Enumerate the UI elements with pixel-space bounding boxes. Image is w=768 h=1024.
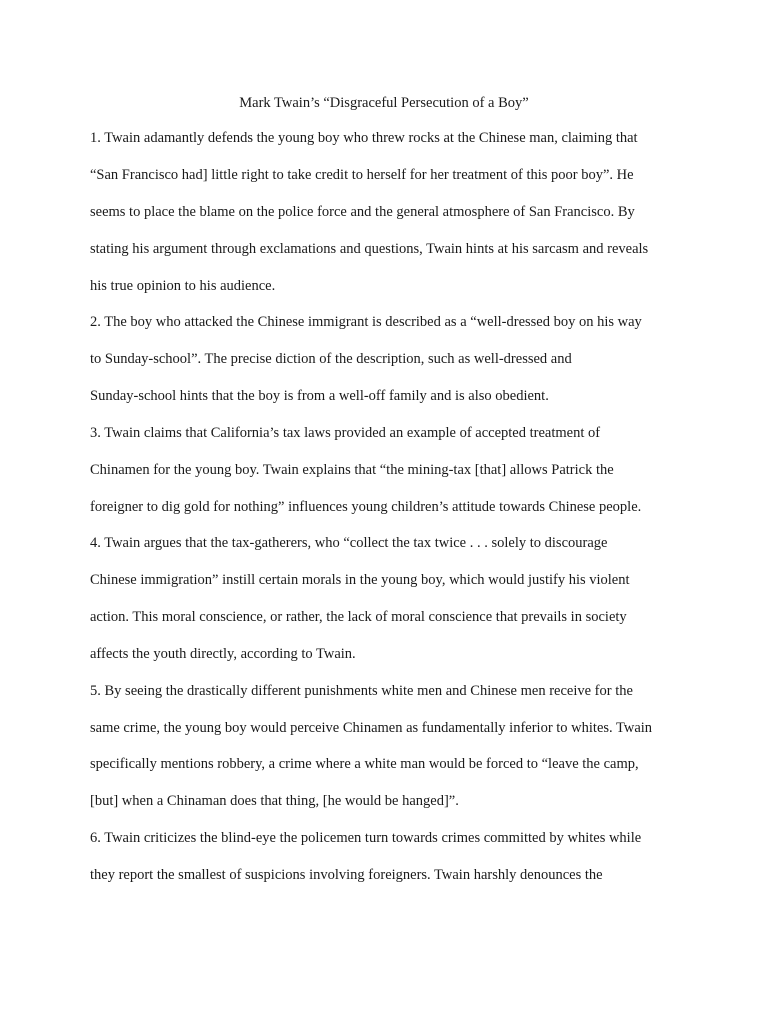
text-line: 1. Twain adamantly defends the young boy who threw rocks at the Chinese man, claiming that	[90, 130, 638, 146]
text-line: 5. By seeing the drastically different punishments white men and Chinese men receive for the	[90, 683, 633, 699]
document-title: Mark Twain’s “Disgraceful Persecution of a Boy”	[239, 95, 529, 111]
text-line: [but] when a Chinaman does that thing, [he would be hanged]”.	[90, 793, 459, 809]
text-line: 6. Twain criticizes the blind-eye the policemen turn towards crimes committed by whites while	[90, 830, 642, 846]
text-line: to Sunday-school”. The precise diction of the description, such as well-dressed and	[90, 351, 572, 367]
text-line: stating his argument through exclamations and questions, Twain hints at his sarcasm and reveals	[90, 241, 649, 257]
text-line: same crime, the young boy would perceive Chinamen as fundamentally inferior to whites. Twain	[90, 720, 653, 736]
text-line: 3. Twain claims that California’s tax laws provided an example of accepted treatment of	[90, 425, 601, 441]
text-line: specifically mentions robbery, a crime where a white man would be forced to “leave the camp,	[90, 756, 639, 772]
text-line: seems to place the blame on the police force and the general atmosphere of San Francisco. By	[90, 204, 635, 220]
text-line: they report the smallest of suspicions involving foreigners. Twain harshly denounces the	[90, 867, 603, 883]
text-line: Sunday-school hints that the boy is from a well-off family and is also obedient.	[90, 388, 549, 404]
text-line: Chinese immigration” instill certain morals in the young boy, which would justify his violent	[90, 572, 630, 588]
text-line: 4. Twain argues that the tax-gatherers, who “collect the tax twice . . . solely to discourage	[90, 535, 608, 551]
text-line: “San Francisco had] little right to take credit to herself for her treatment of this poor boy”. He	[90, 167, 634, 183]
text-line: Chinamen for the young boy. Twain explains that “the mining-tax [that] allows Patrick the	[90, 462, 614, 478]
text-line: action. This moral conscience, or rather, the lack of moral conscience that prevails in society	[90, 609, 627, 625]
text-line: affects the youth directly, according to Twain.	[90, 646, 356, 662]
text-line: his true opinion to his audience.	[90, 278, 276, 294]
text-line: 2. The boy who attacked the Chinese immigrant is described as a “well-dressed boy on his way	[90, 314, 642, 330]
text-line: foreigner to dig gold for nothing” influences young children’s attitude towards Chinese people.	[90, 499, 642, 515]
